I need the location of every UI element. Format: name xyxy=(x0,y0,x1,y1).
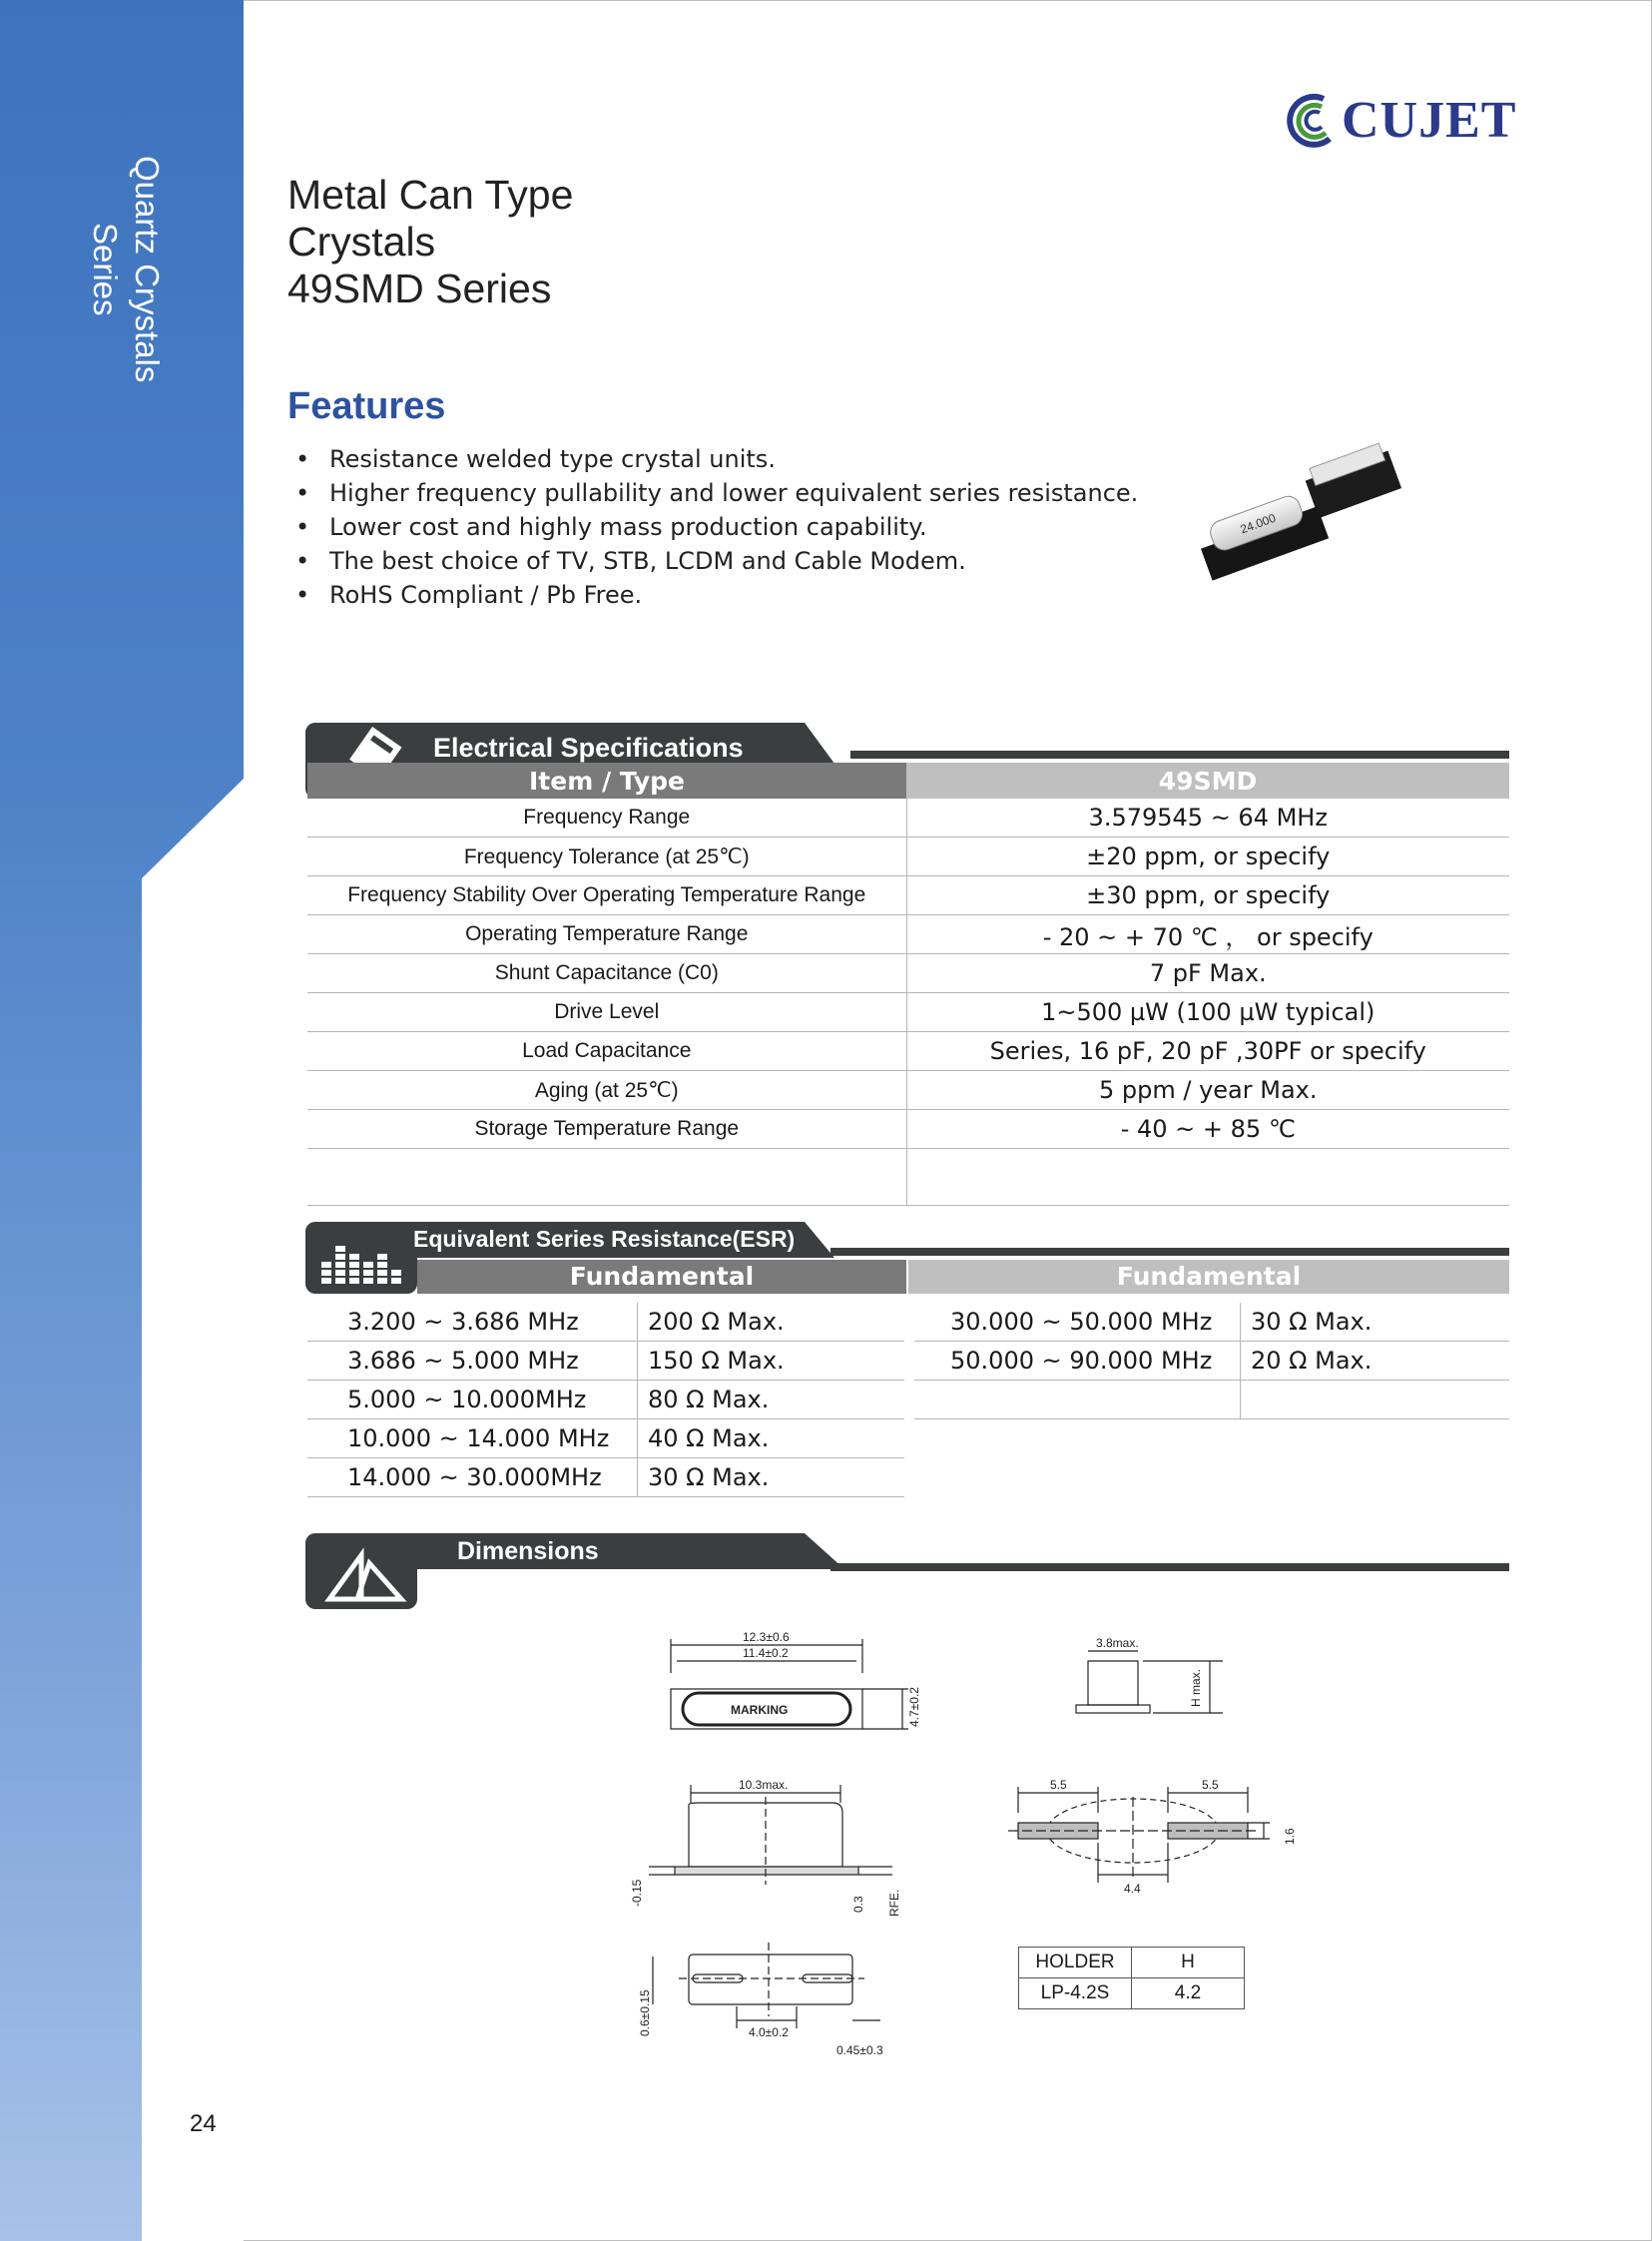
dim-ref: RFE. xyxy=(887,1889,901,1917)
dim-lead-thick: 0.3 xyxy=(851,1896,865,1913)
col-header-item: Item / Type xyxy=(307,763,906,799)
table-row xyxy=(307,1419,904,1458)
dimensions-icon-box xyxy=(305,1533,417,1609)
esr-right-table xyxy=(914,1303,1509,1419)
dim-width-max: 3.8max. xyxy=(1096,1636,1139,1650)
table-row xyxy=(307,799,1509,838)
bar-graph-icon xyxy=(305,1222,417,1294)
value-cell: ±20 ppm, or specify xyxy=(906,838,1509,876)
feature-item: • Resistance welded type crystal units. xyxy=(295,442,1138,476)
table-row xyxy=(307,993,1509,1032)
features-heading: Features xyxy=(287,385,446,427)
value-cell: Series, 16 pF, 20 pF ,30PF or specify xyxy=(906,1032,1509,1071)
photo-marking: 24.000 xyxy=(1238,510,1278,537)
table-row xyxy=(307,915,1509,954)
param-cell: Aging (at 25℃) xyxy=(307,1071,906,1110)
table-row xyxy=(914,1381,1509,1419)
product-photo xyxy=(1192,435,1411,591)
esr-heading: Equivalent Series Resistance(ESR) xyxy=(413,1226,796,1252)
table-row xyxy=(914,1303,1509,1342)
table-row xyxy=(1019,1978,1245,2009)
brand-name: CUJET xyxy=(1342,91,1517,149)
feature-item: • RoHS Compliant / Pb Free. xyxy=(295,578,1138,612)
dim-body-length: 11.4±0.2 xyxy=(743,1646,789,1660)
dim-lead-end: 0.45±0.3 xyxy=(836,2043,883,2057)
table-row xyxy=(307,1381,904,1419)
table-row xyxy=(1019,1948,1245,1978)
value-cell: 3.579545 ~ 64 MHz xyxy=(906,799,1509,838)
value-cell: 5 ppm / year Max. xyxy=(906,1071,1509,1110)
value-cell: - 40 ~ + 85 ℃ xyxy=(906,1110,1509,1149)
title-line2: Crystals xyxy=(287,219,436,265)
dimensions-rule xyxy=(830,1563,1509,1571)
value-cell: 7 pF Max. xyxy=(906,954,1509,993)
feature-item: • Lower cost and highly mass production capability. xyxy=(295,510,1138,544)
esr-value: 30 Ω Max. xyxy=(638,1458,905,1497)
esr-value: 30 Ω Max. xyxy=(1241,1303,1510,1342)
esr-value: 40 Ω Max. xyxy=(638,1419,905,1458)
dim-lead-spacing: 4.0±0.2 xyxy=(749,2025,789,2039)
table-row xyxy=(307,876,1509,915)
esr-left-table xyxy=(307,1303,904,1497)
side-title-line2: Series xyxy=(87,223,124,316)
dim-marking: MARKING xyxy=(731,1703,789,1717)
dim-pad-right: 5.5 xyxy=(1202,1778,1219,1792)
dim-pad-left: 5.5 xyxy=(1050,1778,1067,1792)
set-square-icon xyxy=(305,1533,417,1609)
page-title xyxy=(287,172,573,312)
dim-pad-height: 1.6 xyxy=(1283,1828,1297,1845)
table-row xyxy=(307,1458,904,1497)
dim-top-length: 10.3max. xyxy=(739,1778,789,1792)
esr-range: 30.000 ~ 50.000 MHz xyxy=(914,1303,1241,1342)
dim-body-height: 4.7±0.2 xyxy=(907,1687,921,1727)
table-row xyxy=(307,1071,1509,1110)
dimensions-heading: Dimensions xyxy=(457,1537,599,1565)
title-line3: 49SMD Series xyxy=(287,266,552,311)
page-number: 24 xyxy=(190,2110,217,2137)
esr-value xyxy=(1241,1381,1510,1419)
param-cell xyxy=(307,1149,906,1206)
esr-range: 14.000 ~ 30.000MHz xyxy=(307,1458,638,1497)
title-line1: Metal Can Type xyxy=(287,172,574,218)
esr-rule xyxy=(830,1248,1509,1256)
table-row xyxy=(307,1303,904,1342)
table-row xyxy=(307,1149,1509,1206)
param-cell: Frequency Stability Over Operating Temperature Range xyxy=(307,876,906,915)
param-cell: Frequency Tolerance (at 25℃) xyxy=(307,838,906,876)
h-value: 4.2 xyxy=(1132,1978,1245,2009)
value-cell: - 20 ~ + 70 ℃ ， or specify xyxy=(906,915,1509,954)
param-cell: Shunt Capacitance (C0) xyxy=(307,954,906,993)
holder-table xyxy=(1018,1947,1245,2009)
dim-overall-length: 12.3±0.6 xyxy=(743,1630,790,1644)
value-cell: ±30 ppm, or specify xyxy=(906,876,1509,915)
features-list xyxy=(295,442,1138,612)
dim-h-max: H max. xyxy=(1189,1668,1203,1707)
table-row xyxy=(307,1110,1509,1149)
electrical-spec-table xyxy=(307,763,1509,1206)
table-row xyxy=(914,1342,1509,1381)
esr-range: 3.686 ~ 5.000 MHz xyxy=(307,1342,638,1381)
side-band-notch xyxy=(142,779,244,2241)
dim-pad-gap: 4.4 xyxy=(1124,1882,1141,1896)
param-cell: Drive Level xyxy=(307,993,906,1032)
value-cell: 1~500 µW (100 µW typical) xyxy=(906,993,1509,1032)
value-cell xyxy=(906,1149,1509,1206)
param-cell: Load Capacitance xyxy=(307,1032,906,1071)
table-header-row xyxy=(307,763,1509,799)
h-header: H xyxy=(1132,1948,1245,1978)
brand-logo xyxy=(1286,88,1516,152)
esr-left-header: Fundamental xyxy=(417,1260,906,1294)
esr-value: 200 Ω Max. xyxy=(638,1303,905,1342)
esr-range xyxy=(914,1381,1241,1419)
electrical-rule xyxy=(850,751,1509,759)
feature-item: • The best choice of TV, STB, LCDM and Cable Modem. xyxy=(295,544,1138,578)
dim-lead-width: 0.6±0.15 xyxy=(638,1989,652,2036)
table-row xyxy=(307,838,1509,876)
esr-value: 80 Ω Max. xyxy=(638,1381,905,1419)
table-row xyxy=(307,954,1509,993)
holder-value: LP-4.2S xyxy=(1019,1978,1132,2009)
param-cell: Storage Temperature Range xyxy=(307,1110,906,1149)
logo-swirl-icon xyxy=(1286,91,1340,149)
esr-icon-box xyxy=(305,1222,417,1294)
feature-item: • Higher frequency pullability and lower equivalent series resistance. xyxy=(295,476,1138,510)
esr-right-header: Fundamental xyxy=(908,1260,1509,1294)
side-title-line1: Quartz Crystals xyxy=(129,156,166,383)
esr-range: 10.000 ~ 14.000 MHz xyxy=(307,1419,638,1458)
electrical-heading: Electrical Specifications xyxy=(433,733,744,763)
param-cell: Operating Temperature Range xyxy=(307,915,906,954)
holder-header: HOLDER xyxy=(1019,1948,1132,1978)
dim-lead-offset: -0.15 xyxy=(630,1879,644,1907)
esr-range: 3.200 ~ 3.686 MHz xyxy=(307,1303,638,1342)
dimensions-header xyxy=(305,1533,1509,1609)
table-row xyxy=(307,1342,904,1381)
table-row xyxy=(307,1032,1509,1071)
side-title xyxy=(78,140,168,399)
esr-range: 5.000 ~ 10.000MHz xyxy=(307,1381,638,1419)
param-cell: Frequency Range xyxy=(307,799,906,838)
col-header-type: 49SMD xyxy=(906,763,1509,799)
esr-range: 50.000 ~ 90.000 MHz xyxy=(914,1342,1241,1381)
esr-value: 150 Ω Max. xyxy=(638,1342,905,1381)
esr-value: 20 Ω Max. xyxy=(1241,1342,1510,1381)
